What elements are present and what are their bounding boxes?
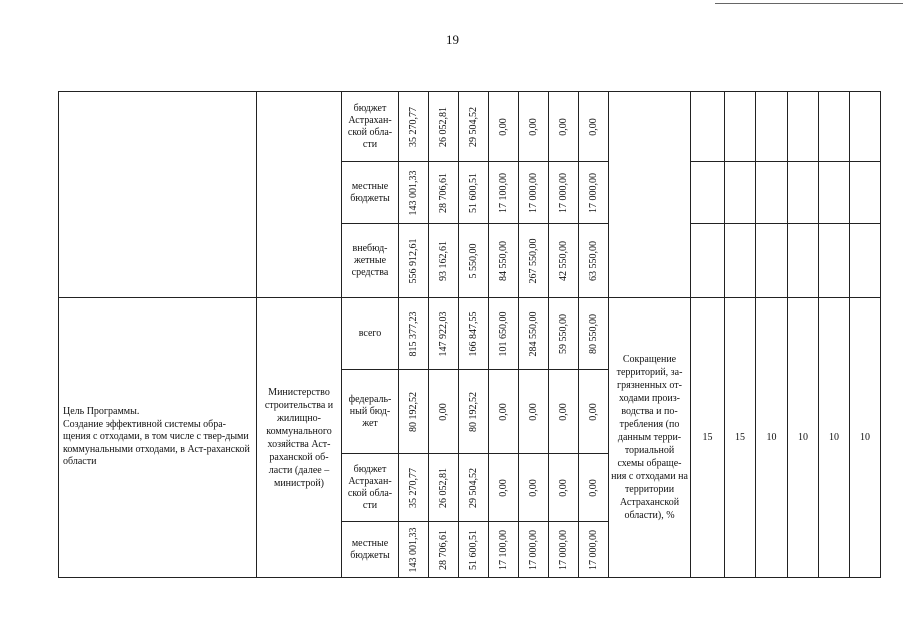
value-text: 28 706,61: [437, 172, 449, 213]
value-text: 0,00: [587, 478, 599, 497]
source-cell: бюджет Астрахан-ской обла-сти: [342, 92, 399, 162]
value-cell: [459, 224, 489, 298]
empty-target-cell: [850, 162, 881, 224]
value-cell: [489, 92, 519, 162]
value-text: 0,00: [527, 402, 539, 421]
value-cell: [399, 92, 429, 162]
target-value-cell: 15: [725, 298, 756, 578]
empty-target-cell: [691, 92, 725, 162]
value-text: 17 000,00: [557, 529, 569, 570]
source-cell: федераль-ный бюд-жет: [342, 370, 399, 454]
value-text: 35 270,77: [407, 467, 419, 508]
value-cell: [519, 162, 549, 224]
value-text: 93 162,61: [437, 240, 449, 281]
value-cell: [429, 224, 459, 298]
value-text: 0,00: [557, 117, 569, 136]
value-text: 35 270,77: [407, 106, 419, 147]
empty-indicator-cell: [609, 92, 691, 298]
value-text: 0,00: [587, 402, 599, 421]
value-text: 0,00: [497, 402, 509, 421]
value-text: 5 550,00: [467, 243, 479, 278]
value-cell: [429, 454, 459, 522]
value-text: 267 550,00: [527, 238, 539, 283]
value-text: 17 100,00: [497, 172, 509, 213]
value-cell: [549, 370, 579, 454]
empty-executor-cell: [257, 92, 342, 298]
executor-cell: Министерство строительства и жилищно-коммунального хозяйства Аст-раханской об-ласти (далее – министрой): [257, 298, 342, 578]
value-cell: [579, 454, 609, 522]
value-cell: [549, 162, 579, 224]
value-text: 17 000,00: [587, 529, 599, 570]
value-text: 17 100,00: [497, 529, 509, 570]
value-cell: [429, 92, 459, 162]
value-cell: [489, 370, 519, 454]
value-cell: [459, 298, 489, 370]
value-cell: [429, 522, 459, 578]
empty-target-cell: [788, 92, 819, 162]
target-value-cell: 10: [788, 298, 819, 578]
target-value-cell: 10: [819, 298, 850, 578]
value-text: 284 550,00: [527, 311, 539, 356]
empty-target-cell: [819, 162, 850, 224]
value-text: 80 550,00: [587, 313, 599, 354]
value-cell: [489, 454, 519, 522]
value-text: 17 000,00: [527, 529, 539, 570]
value-text: 0,00: [527, 478, 539, 497]
target-value-cell: 10: [756, 298, 788, 578]
table-body: [59, 92, 881, 578]
value-cell: [519, 454, 549, 522]
value-text: 0,00: [587, 117, 599, 136]
value-cell: [579, 370, 609, 454]
value-cell: [459, 522, 489, 578]
value-cell: [399, 298, 429, 370]
empty-target-cell: [725, 162, 756, 224]
value-cell: [459, 454, 489, 522]
value-cell: [519, 522, 549, 578]
top-rule: [715, 3, 903, 4]
value-cell: [549, 92, 579, 162]
value-text: 26 052,81: [437, 467, 449, 508]
goal-text: Создание эффективной системы обра-щения с отходами, в том числе с твер-дыми коммунальными отходами, в Аст-раханской области: [63, 418, 250, 468]
value-cell: [549, 298, 579, 370]
value-cell: [429, 162, 459, 224]
empty-target-cell: [850, 92, 881, 162]
source-cell: бюджет Астрахан-ской обла-сти: [342, 454, 399, 522]
empty-target-cell: [725, 92, 756, 162]
value-cell: [489, 162, 519, 224]
empty-target-cell: [756, 92, 788, 162]
value-cell: [579, 224, 609, 298]
value-text: 0,00: [527, 117, 539, 136]
value-text: 42 550,00: [557, 240, 569, 281]
source-cell: всего: [342, 298, 399, 370]
value-text: 80 192,52: [467, 391, 479, 432]
value-text: 26 052,81: [437, 106, 449, 147]
goal-cell: [59, 298, 257, 578]
value-text: 143 001,33: [407, 527, 419, 572]
empty-goal-cell: [59, 92, 257, 298]
value-text: 80 192,52: [407, 391, 419, 432]
value-text: 59 550,00: [557, 313, 569, 354]
value-cell: [579, 298, 609, 370]
value-cell: [579, 92, 609, 162]
value-text: 101 650,00: [497, 311, 509, 356]
value-text: 0,00: [437, 402, 449, 421]
value-text: 556 912,61: [407, 238, 419, 283]
value-text: 0,00: [497, 117, 509, 136]
value-cell: [519, 370, 549, 454]
table-row: [59, 92, 881, 162]
value-cell: [519, 92, 549, 162]
value-text: 63 550,00: [587, 240, 599, 281]
empty-target-cell: [819, 224, 850, 298]
empty-target-cell: [725, 224, 756, 298]
value-cell: [489, 224, 519, 298]
page-number: 19: [446, 32, 459, 47]
value-cell: [399, 370, 429, 454]
goal-title: Цель Программы.: [63, 406, 140, 418]
value-text: 29 504,52: [467, 467, 479, 508]
value-text: 29 504,52: [467, 106, 479, 147]
value-cell: [519, 298, 549, 370]
value-text: 28 706,61: [437, 529, 449, 570]
source-cell: местные бюджеты: [342, 522, 399, 578]
empty-target-cell: [850, 224, 881, 298]
value-cell: [399, 224, 429, 298]
value-cell: [459, 162, 489, 224]
indicator-cell: Сокращение территорий, за-грязненных от-ходами произ-водства и по-требления (по данным терри-ториальной схемы обраще-ния с отходами на территории Астраханской области), %: [609, 298, 691, 578]
empty-target-cell: [819, 92, 850, 162]
value-text: 0,00: [497, 478, 509, 497]
value-cell: [549, 454, 579, 522]
value-cell: [399, 522, 429, 578]
value-cell: [519, 224, 549, 298]
value-cell: [549, 522, 579, 578]
value-text: 17 000,00: [557, 172, 569, 213]
value-cell: [399, 454, 429, 522]
value-text: 0,00: [557, 478, 569, 497]
value-cell: [579, 162, 609, 224]
value-text: 51 600,51: [467, 529, 479, 570]
target-value-cell: 10: [850, 298, 881, 578]
empty-target-cell: [788, 224, 819, 298]
value-text: 143 001,33: [407, 170, 419, 215]
value-cell: [459, 92, 489, 162]
value-text: 17 000,00: [587, 172, 599, 213]
value-cell: [489, 298, 519, 370]
value-text: 147 922,03: [437, 311, 449, 356]
value-text: 0,00: [557, 402, 569, 421]
value-cell: [429, 370, 459, 454]
value-cell: [579, 522, 609, 578]
empty-target-cell: [756, 224, 788, 298]
value-text: 166 847,55: [467, 311, 479, 356]
value-cell: [459, 370, 489, 454]
value-text: 84 550,00: [497, 240, 509, 281]
source-cell: местные бюджеты: [342, 162, 399, 224]
value-text: 17 000,00: [527, 172, 539, 213]
program-table: [58, 91, 881, 578]
empty-target-cell: [691, 224, 725, 298]
empty-target-cell: [788, 162, 819, 224]
value-cell: [489, 522, 519, 578]
value-text: 51 600,51: [467, 172, 479, 213]
value-cell: [429, 298, 459, 370]
value-cell: [549, 224, 579, 298]
value-cell: [399, 162, 429, 224]
table-row: [59, 298, 881, 370]
empty-target-cell: [756, 162, 788, 224]
source-cell: внебюд-жетные средства: [342, 224, 399, 298]
value-text: 815 377,23: [407, 311, 419, 356]
empty-target-cell: [691, 162, 725, 224]
target-value-cell: 15: [691, 298, 725, 578]
